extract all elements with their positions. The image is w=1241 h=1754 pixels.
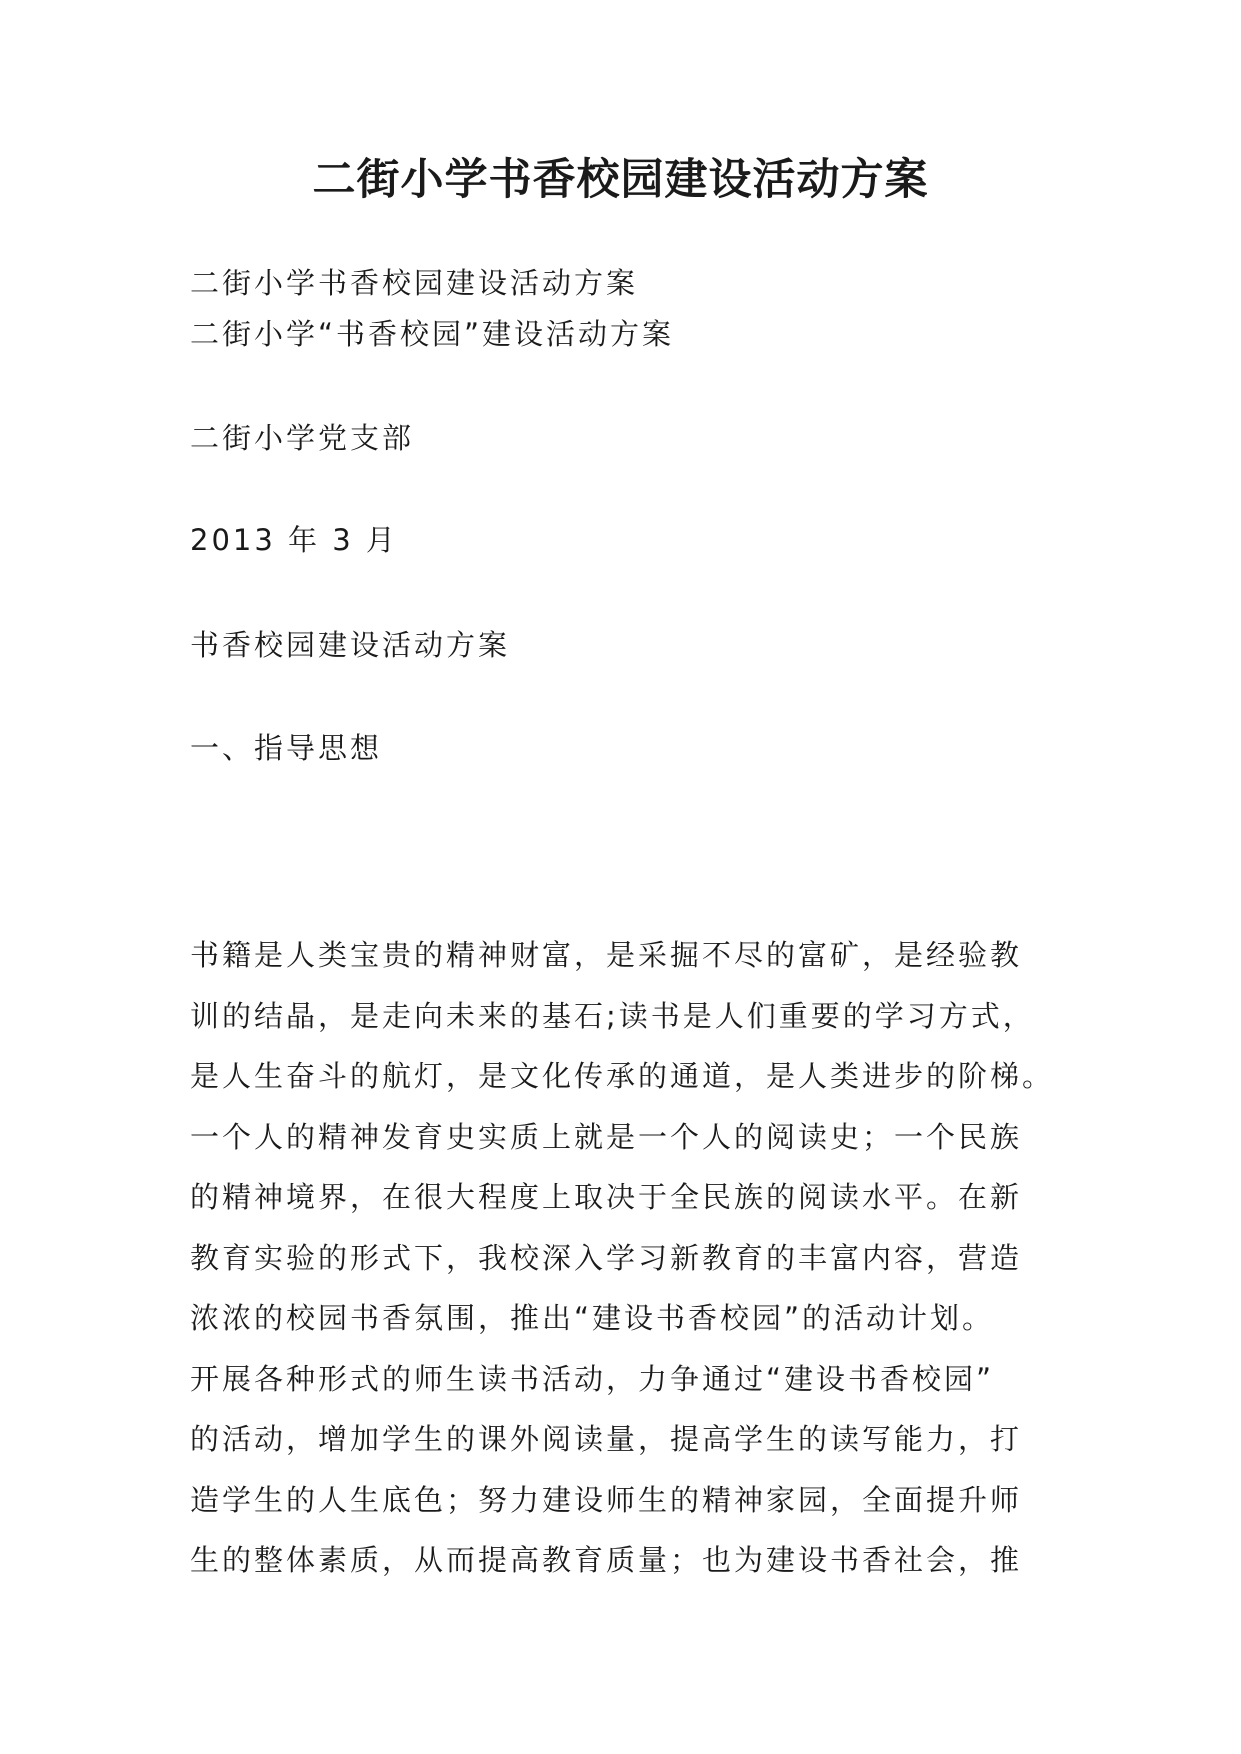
paragraph-line: 书籍是人类宝贵的精神财富，是采掘不尽的富矿，是经验教 bbox=[190, 938, 1023, 972]
paragraph-line: 造学生的人生底色；努力建设师生的精神家园，全面提升师 bbox=[190, 1482, 1023, 1517]
author-line: 二街小学党支部 bbox=[190, 421, 415, 455]
body-paragraph bbox=[190, 925, 1070, 1591]
paragraph-line: 一个人的精神发育史实质上就是一个人的阅读史；一个民族 bbox=[190, 1119, 1023, 1154]
paragraph-line: 训的结晶，是走向未来的基石;读书是人们重要的学习方式， bbox=[190, 998, 1035, 1033]
subtitle-line-2: 二街小学“书香校园”建设活动方案 bbox=[190, 317, 675, 351]
paragraph-line: 教育实验的形式下，我校深入学习新教育的丰富内容，营造 bbox=[190, 1240, 1023, 1275]
paragraph-line: 的精神境界，在很大程度上取决于全民族的阅读水平。在新 bbox=[190, 1180, 1023, 1214]
paragraph-line: 开展各种形式的师生读书活动，力争通过“建设书香校园” bbox=[190, 1361, 995, 1396]
paragraph-line: 的活动，增加学生的课外阅读量，提高学生的读写能力，打 bbox=[190, 1422, 1023, 1456]
paragraph-line: 浓浓的校园书香氛围，推出“建设书香校园”的活动计划。 bbox=[190, 1301, 995, 1335]
section-heading: 书香校园建设活动方案 bbox=[190, 628, 511, 662]
document-title: 二街小学书香校园建设活动方案 bbox=[312, 155, 929, 205]
section-1-title: 一、指导思想 bbox=[190, 731, 383, 765]
date-line: 2013 年 3 月 bbox=[190, 523, 398, 557]
paragraph-line: 生的整体素质，从而提高教育质量；也为建设书香社会，推 bbox=[190, 1543, 1023, 1577]
subtitle-line-1: 二街小学书香校园建设活动方案 bbox=[190, 266, 639, 300]
paragraph-line: 是人生奋斗的航灯，是文化传承的通道，是人类进步的阶梯。 bbox=[190, 1059, 1055, 1093]
